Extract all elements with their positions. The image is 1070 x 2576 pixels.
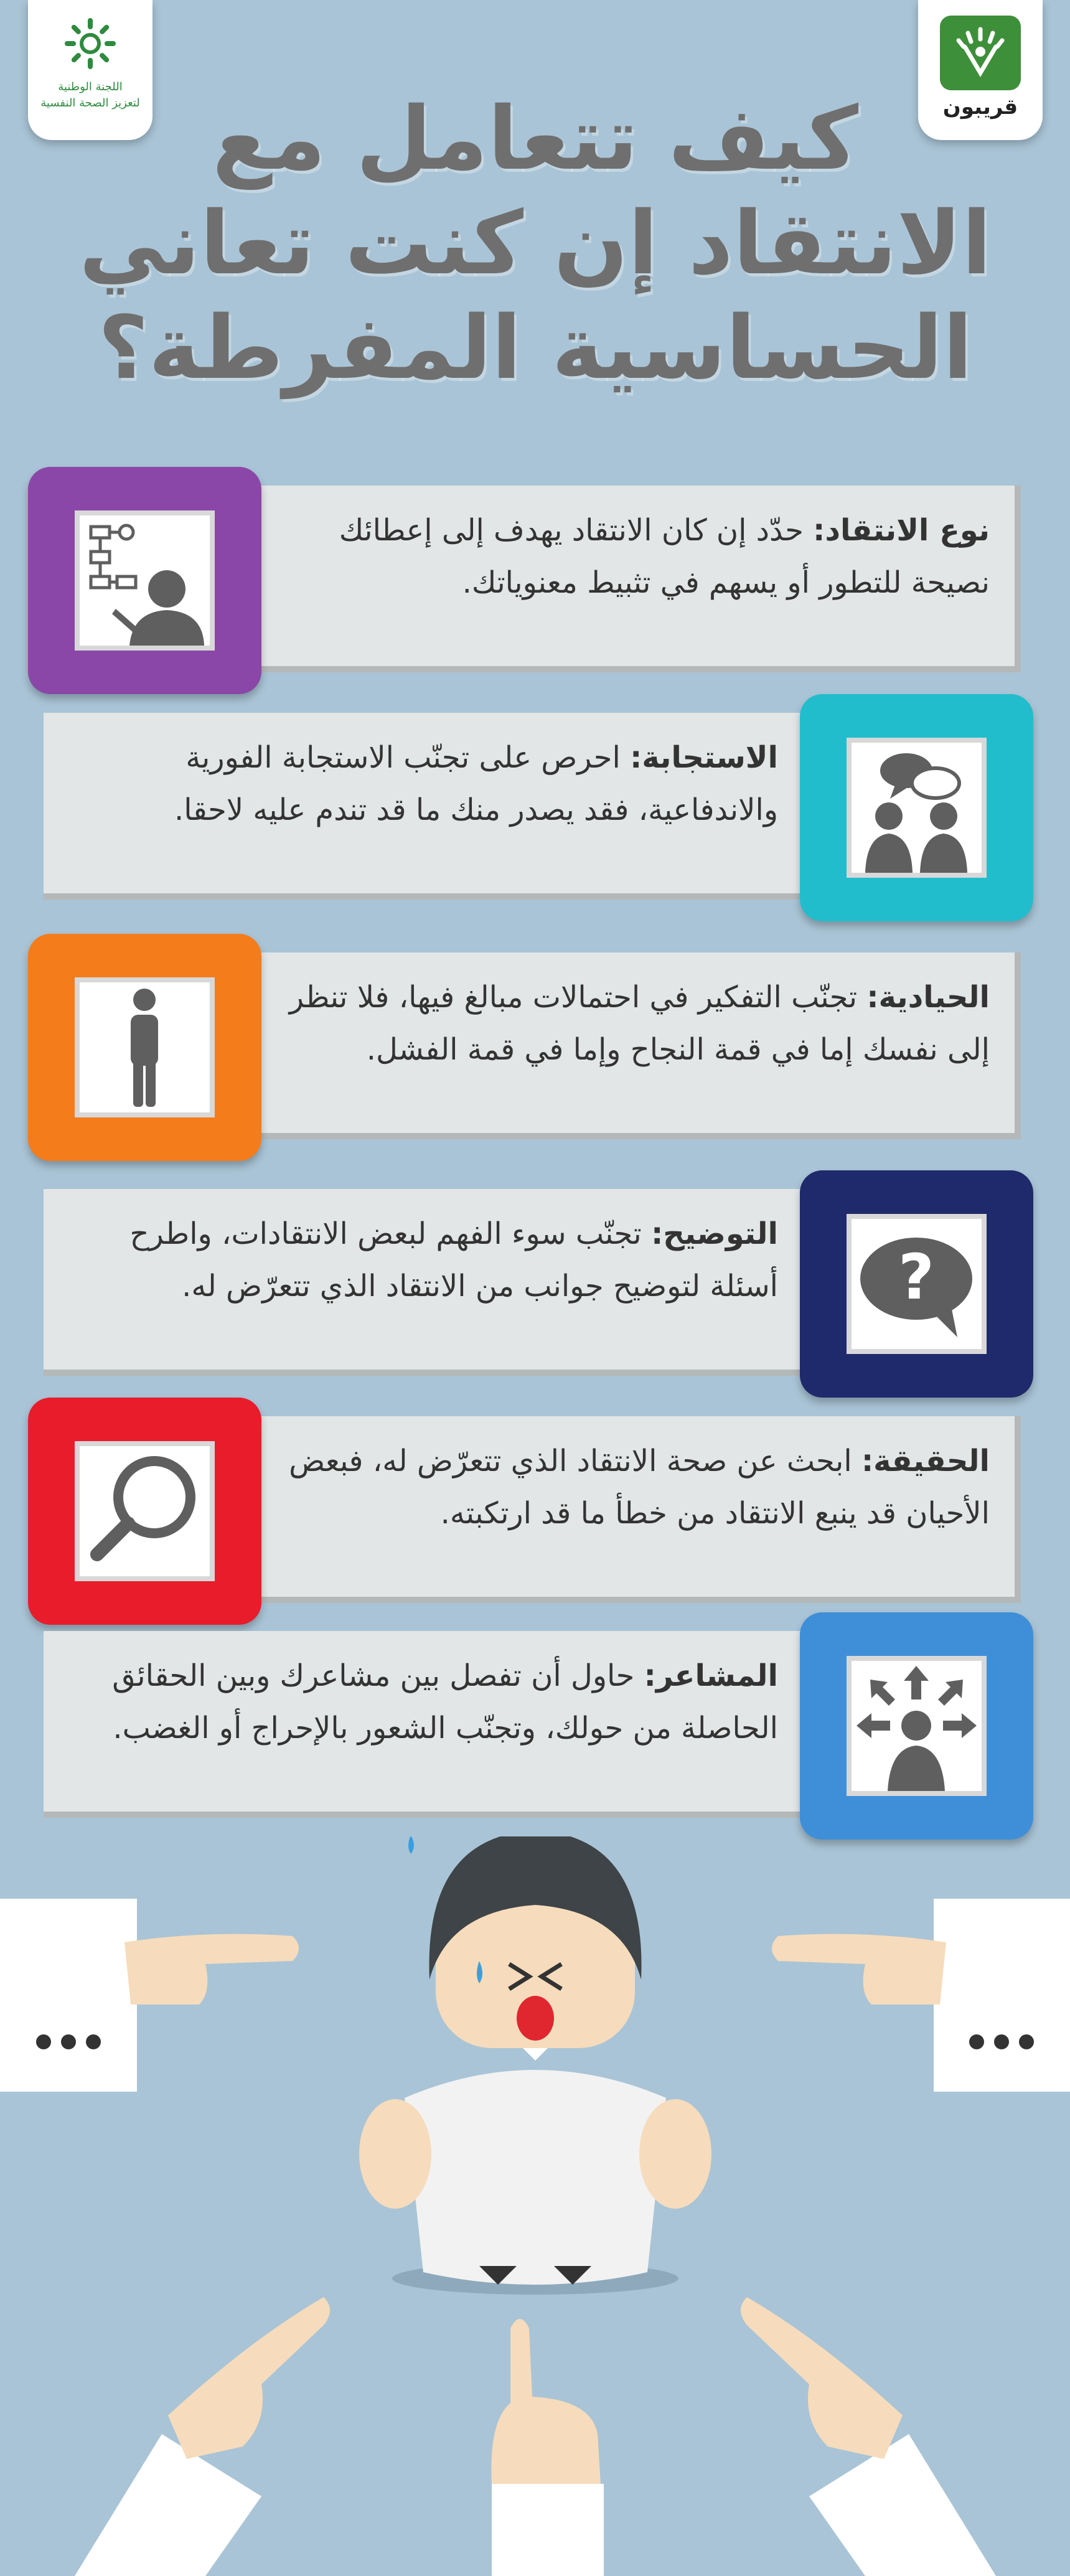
pointing-hand-left [0, 1899, 299, 2092]
tip-heading: نوع الانتقاد: [813, 513, 990, 548]
tip-heading: المشاعر: [644, 1658, 778, 1693]
tip-clarification [0, 1170, 1070, 1370]
tip-icon-tile [28, 467, 261, 694]
presenter-icon [80, 515, 210, 646]
tip-card [44, 1189, 809, 1376]
directions-person-icon [852, 1661, 982, 1791]
page-title [50, 87, 1021, 401]
tip-heading: التوضيح: [651, 1216, 778, 1251]
tip-card [44, 713, 809, 900]
title-line-3: الحساسية المفرطة؟ [98, 298, 973, 399]
tip-response [0, 694, 1070, 893]
tip-heading: الاستجابة: [630, 740, 778, 775]
tip-icon-tile [28, 1398, 261, 1625]
criticized-person-illustration [0, 1836, 1070, 2576]
pointing-hand-bottom-center [491, 2319, 604, 2576]
tip-card [255, 952, 1021, 1139]
title-line-2: الانتقاد إن كنت تعاني [79, 193, 992, 294]
tip-icon-tile [800, 694, 1033, 921]
svg-text:?: ? [898, 1241, 935, 1314]
tip-feelings [0, 1612, 1070, 1812]
tip-card [255, 486, 1021, 672]
qariboon-name: قريبون [942, 95, 1018, 120]
tip-heading: الحقيقة: [861, 1444, 990, 1478]
tip-heading: الحيادية: [866, 980, 990, 1015]
tip-text: تجنّب سوء الفهم لبعض الانتقادات، واطرح أسئلة لتوضيح جوانب من الانتقاد الذي تتعرّض له. [129, 1216, 778, 1304]
standing-person-icon [80, 982, 210, 1112]
qariboon-emblem-icon [940, 16, 1021, 90]
tip-icon-tile [28, 934, 261, 1161]
tip-icon-tile [800, 1612, 1033, 1840]
pointing-hand-bottom-right [741, 2297, 996, 2576]
title-line-1: كيف تتعامل مع [212, 88, 859, 190]
conversation-icon [852, 743, 982, 873]
tip-text: تجنّب التفكير في احتمالات مبالغ فيها، فلا تنظر إلى نفسك إما في قمة النجاح وإما في قمة الفشل. [289, 980, 990, 1067]
tip-card [255, 1416, 1021, 1603]
magnifier-icon [80, 1446, 210, 1576]
tip-truth [0, 1398, 1070, 1597]
pointing-hand-right [772, 1899, 1070, 2092]
worried-man [359, 1836, 711, 2295]
committee-name-line1: اللجنة الوطنية [58, 80, 123, 93]
tip-text: حاول أن تفصل بين مشاعرك وبين الحقائق الحاصلة من حولك، وتجنّب الشعور بالإحراج أو الغضب. [112, 1658, 778, 1746]
committee-emblem-icon [62, 16, 118, 72]
tip-neutrality [0, 934, 1070, 1133]
committee-name-line2: لتعزيز الصحة النفسية [40, 96, 140, 110]
question-bubble-icon [852, 1219, 982, 1349]
tip-text: حدّد إن كان الانتقاد يهدف إلى إعطائك نصيحة للتطور أو يسهم في تثبيط معنوياتك. [339, 513, 990, 600]
tip-text: ابحث عن صحة الانتقاد الذي تتعرّض له، فبعض الأحيان قد ينبع الانتقاد من خطأ ما قد ارتكبته. [289, 1444, 990, 1531]
pointing-hand-bottom-left [75, 2297, 330, 2576]
tip-criticism-type [0, 467, 1070, 666]
tip-icon-tile [800, 1170, 1033, 1398]
tip-card [44, 1631, 809, 1818]
tip-text: احرص على تجنّب الاستجابة الفورية والاندفاعية، فقد يصدر منك ما قد تندم عليه لاحقا. [174, 740, 778, 827]
